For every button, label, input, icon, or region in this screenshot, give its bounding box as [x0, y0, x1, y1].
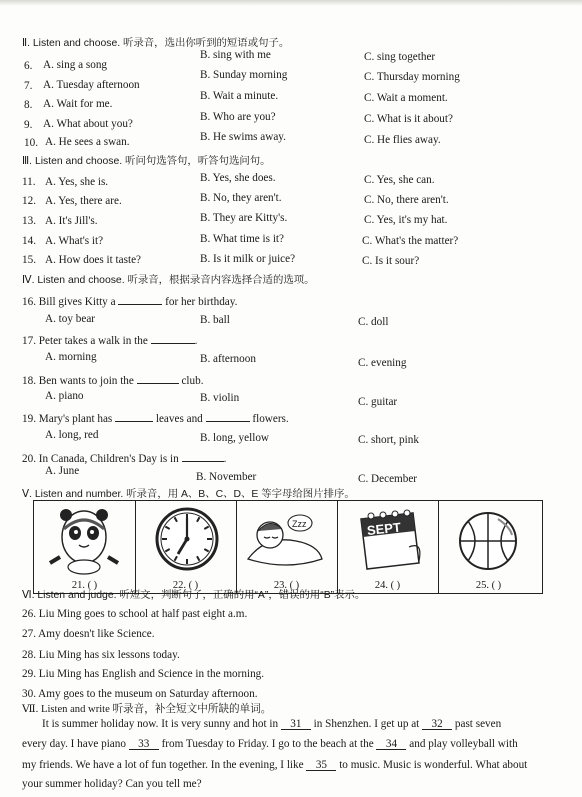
- q17-option-c: C. evening: [358, 357, 407, 369]
- q10-option-b: B. He swims away.: [200, 131, 286, 143]
- q18-text-pre: Ben wants to join the: [38, 375, 134, 387]
- q11-number: 11.: [22, 176, 36, 188]
- q15-option-b: B. Is it milk or juice?: [200, 253, 296, 265]
- q16-option-c: C. doll: [358, 316, 389, 328]
- q15-option-c: C. Is it sour?: [362, 255, 420, 267]
- q18-text-post: club.: [181, 375, 204, 387]
- q20-option-a: A. June: [45, 465, 80, 477]
- passage-line-1: [42, 718, 501, 731]
- picture-cell-21: [34, 501, 136, 593]
- q20-blank[interactable]: [182, 450, 224, 462]
- picture-label-24: 24. ( ): [374, 580, 401, 591]
- q12-number: 12.: [22, 195, 36, 207]
- judge-item-27: 27. Amy doesn't like Science.: [22, 628, 155, 640]
- q17-stem: [22, 332, 197, 348]
- q20-stem: [22, 450, 226, 466]
- panda-mascot-icon: [34, 501, 135, 577]
- passage-text-1a: It is summer holiday now. It is very sunny and hot in: [42, 718, 279, 730]
- q13-option-a: A. It's Jill's.: [45, 215, 98, 227]
- q9-option-a: A. What about you?: [43, 118, 133, 130]
- picture-label-23: 23. ( ): [273, 580, 300, 591]
- passage-text-2b: from Tuesday to Friday. I go to the beach at the: [161, 738, 374, 750]
- q18-option-c: C. guitar: [358, 396, 398, 408]
- section-3-title: Ⅲ. Listen and choose. 听问句选答句，听答句选问句。: [22, 156, 271, 167]
- blank-35-number: 35: [315, 759, 327, 771]
- clock-icon: [135, 501, 236, 577]
- blank-34[interactable]: [376, 738, 406, 750]
- q13-number: 13.: [22, 215, 36, 227]
- q9-number: 9.: [24, 119, 33, 131]
- picture-row: [33, 500, 543, 594]
- q11-option-a: A. Yes, she is.: [45, 176, 109, 188]
- picture-label-22: 22. ( ): [172, 580, 199, 591]
- blank-33[interactable]: [129, 738, 159, 750]
- q14-option-a: A. What's it?: [45, 235, 104, 247]
- picture-cell-23: [236, 501, 338, 593]
- q18-stem: [22, 372, 204, 388]
- q11-option-c: C. Yes, she can.: [364, 174, 435, 186]
- q10-option-a: A. He sees a swan.: [45, 136, 130, 148]
- sleeping-child-icon: [236, 501, 337, 577]
- q16-text-pre: Bill gives Kitty a: [38, 296, 116, 308]
- q12-option-c: C. No, there aren't.: [364, 194, 449, 206]
- blank-33-number: 33: [138, 738, 150, 750]
- judge-item-29: 29. Liu Ming has English and Science in the morning.: [22, 668, 265, 680]
- q7-option-a: A. Tuesday afternoon: [43, 79, 140, 91]
- q19-text-pre: Mary's plant has: [38, 413, 113, 425]
- q16-option-b: B. ball: [200, 314, 230, 326]
- q16-stem: [22, 293, 237, 309]
- q17-number: 17.: [22, 335, 36, 347]
- q8-option-a: A. Wait for me.: [43, 98, 113, 110]
- blank-31[interactable]: [281, 718, 311, 730]
- passage-line-3: [22, 759, 527, 772]
- page-top-edge: [0, 0, 582, 6]
- q7-option-c: C. Thursday morning: [364, 71, 460, 83]
- blank-31-number: 31: [290, 718, 302, 730]
- q15-option-a: A. How does it taste?: [45, 254, 142, 266]
- q18-blank[interactable]: [137, 372, 179, 384]
- q6-option-a: A. sing a song: [43, 59, 108, 71]
- q11-option-b: B. Yes, she does.: [200, 172, 276, 184]
- q14-option-b: B. What time is it?: [200, 233, 284, 245]
- q17-option-b: B. afternoon: [200, 353, 256, 365]
- judge-item-28: 28. Liu Ming has six lessons today.: [22, 649, 180, 661]
- passage-text-3b: to music. Music is wonderful. What about: [339, 759, 528, 771]
- picture-cell-25: [438, 501, 539, 593]
- picture-cell-24: [337, 501, 439, 593]
- svg-text:Zzz: Zzz: [292, 519, 307, 529]
- q6-option-b: B. sing with me: [200, 49, 271, 61]
- q17-blank[interactable]: [151, 332, 195, 344]
- passage-text-2a: every day. I have piano: [22, 738, 126, 750]
- q18-option-b: B. violin: [200, 392, 240, 404]
- passage-line-4: your summer holiday? Can you tell me?: [22, 778, 202, 790]
- q9-option-c: C. What is it about?: [364, 113, 453, 125]
- section-2-title: Ⅱ. Listen and choose. 听录音，选出你听到的短语或句子。: [22, 38, 290, 49]
- q9-option-b: B. Who are you?: [200, 111, 276, 123]
- passage-text-1b: in Shenzhen. I get up at: [313, 718, 420, 730]
- q6-number: 6.: [24, 60, 33, 72]
- q18-option-a: A. piano: [45, 390, 84, 402]
- q20-text-post: .: [223, 453, 227, 465]
- q19-option-a: A. long, red: [45, 429, 99, 441]
- q17-option-a: A. morning: [45, 351, 97, 363]
- section-6-title: Ⅵ. Listen and judge. 听短文，判断句子，正确的用“A”，错误的用“B”表示。: [22, 590, 366, 601]
- picture-label-25: 25. ( ): [475, 580, 502, 591]
- q6-option-c: C. sing together: [364, 51, 436, 63]
- q10-option-c: C. He flies away.: [364, 134, 441, 146]
- q19-number: 19.: [22, 413, 36, 425]
- section-7-title: Ⅶ. Listen and write 听录音，补全短文中所缺的单词。: [22, 704, 272, 715]
- q20-text-pre: In Canada, Children's Day is in: [38, 453, 179, 465]
- q17-text-post: .: [194, 335, 198, 347]
- q16-option-a: A. toy bear: [45, 313, 96, 325]
- q8-option-b: B. Wait a minute.: [200, 90, 279, 102]
- q10-number: 10.: [24, 137, 38, 149]
- q19-option-b: B. long, yellow: [200, 432, 269, 444]
- passage-text-2c: and play volleyball with: [409, 738, 518, 750]
- q19-stem: [22, 410, 289, 426]
- q19-blank-1[interactable]: [115, 410, 153, 422]
- picture-cell-22: [135, 501, 237, 593]
- q20-number: 20.: [22, 453, 36, 465]
- q16-number: 16.: [22, 296, 36, 308]
- judge-item-26: 26. Liu Ming goes to school at half past eight a.m.: [22, 608, 248, 620]
- picture-label-21: 21. ( ): [71, 580, 98, 591]
- q15-number: 15.: [22, 254, 36, 266]
- q8-number: 8.: [24, 99, 33, 111]
- q18-number: 18.: [22, 375, 36, 387]
- q13-option-c: C. Yes, it's my hat.: [364, 214, 448, 226]
- q8-option-c: C. Wait a moment.: [364, 92, 448, 104]
- q12-option-b: B. No, they aren't.: [200, 192, 282, 204]
- q19-text-mid: leaves and: [155, 413, 203, 425]
- q14-number: 14.: [22, 235, 36, 247]
- section-4-title: Ⅳ. Listen and choose. 听录音，根据录音内容选择合适的选项。: [22, 275, 315, 286]
- calendar-month-label: SEPT: [366, 519, 402, 539]
- passage-text-3a: my friends. We have a lot of fun together. In the evening, I like: [22, 759, 304, 771]
- q16-blank[interactable]: [118, 293, 162, 305]
- q12-option-a: A. Yes, there are.: [45, 195, 122, 207]
- passage-line-2: [22, 738, 518, 751]
- blank-32-number: 32: [431, 718, 443, 730]
- q19-option-c: C. short, pink: [358, 434, 419, 446]
- q17-text-pre: Peter takes a walk in the: [38, 335, 148, 347]
- blank-35[interactable]: [306, 759, 336, 771]
- blank-32[interactable]: [422, 718, 452, 730]
- basketball-icon: [438, 501, 539, 577]
- q19-text-post: flowers.: [252, 413, 289, 425]
- q20-option-b: B. November: [196, 471, 257, 483]
- q13-option-b: B. They are Kitty's.: [200, 212, 288, 224]
- passage-text-1c: past seven: [454, 718, 502, 730]
- q7-number: 7.: [24, 80, 33, 92]
- judge-item-30: 30. Amy goes to the museum on Saturday afternoon.: [22, 688, 258, 700]
- q7-option-b: B. Sunday morning: [200, 69, 288, 81]
- q20-option-c: C. December: [358, 473, 418, 485]
- q14-option-c: C. What's the matter?: [362, 235, 459, 247]
- section-5-title: Ⅴ. Listen and number. 听录音，用 A、B、C、D、E 等字母给图片排序。: [22, 489, 355, 500]
- q16-text-post: for her birthday.: [165, 296, 238, 308]
- calendar-sept-icon: [337, 501, 438, 577]
- blank-34-number: 34: [385, 738, 398, 750]
- q19-blank-2[interactable]: [206, 410, 250, 422]
